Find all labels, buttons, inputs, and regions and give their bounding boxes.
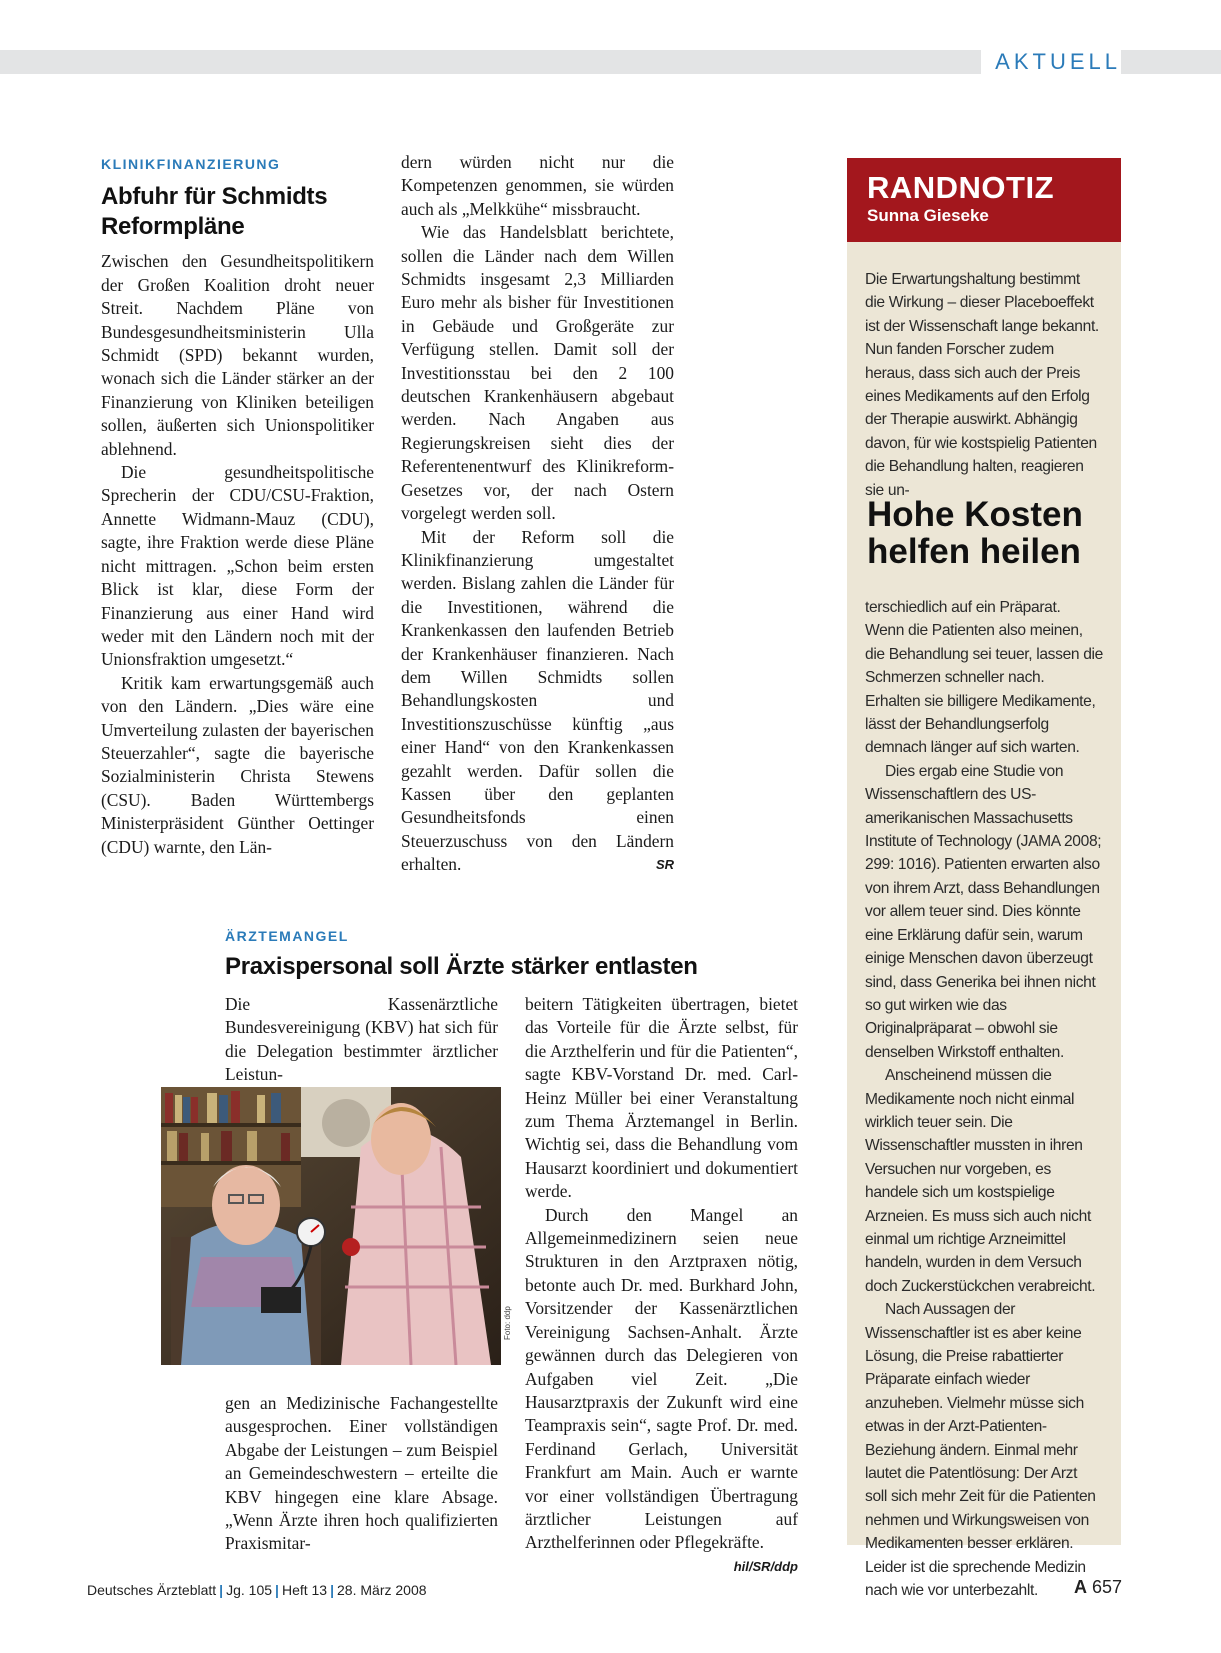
sidebar-paragraph: terschiedlich auf ein Präparat. Wenn die Patienten also meinen, die Behandlung sei teuer, lassen die Schmerzen schneller nach. Erhalten sie billigere Medikamente, lässt der Behandlungserfolg demnach länger auf sich warten.	[865, 599, 1103, 757]
article2-paragraph: Durch den Mangel an Allgemeinmedizinern seien neue Strukturen in den Arztpraxen nötig, betonte auch Dr. med. Burkhard John, Vorsitzender der Kassenärztlichen Vereinigung Sachsen-Anhalt. Ärzte gewännen durch das Delegieren von Aufgaben viel Zeit. „Die Hausarztpraxis der Zukunft wird eine Teampraxis sein“, sagte Prof. Dr. med. Ferdinand Gerlach, Universität Frankfurt am Main. Auch er warnte vor einer vollständigen Übertragung ärztlicher Leistungen auf Arzthelferinnen oder Pflegekräfte. hil/SR/ddp	[525, 1204, 798, 1555]
article1-paragraph: Wie das Handelsblatt berichtete, sollen die Länder nach dem Willen Schmidts insgesamt 2,3 Milliarden Euro mehr als bisher für Investitionen in Gebäude und Großgeräte zur Verfügung stellen. Damit soll der Investitionsstau bei den 2 100 deutschen Krankenhäusern abgebaut werden. Nach Angaben aus Regierungskreisen sieht dies der Referentenentwurf des Klinikreform-Gesetzes vor, der nach Ostern vorgelegt werden soll.	[401, 222, 674, 524]
sidebar-author: Sunna Gieseke	[867, 206, 989, 225]
photo-credit: Foto: ddp	[503, 1306, 512, 1340]
page-number-value: 657	[1091, 1577, 1122, 1597]
sidebar-paragraph: Nach Aussagen der Wissenschaftler ist es aber keine Lösung, die Preise rabattierter Präparate einfach wieder anzuheben. Vielmehr müsse sich etwas in der Arzt-Patienten-Beziehung ändern. Einmal mehr lautet die Patentlösung: Der Arzt soll sich mehr Zeit für die Patienten nehmen und Wirkungsweisen von Medikamenten besser erklären. Leider ist die sprechende Medizin nach wie vor unterbezahlt.	[865, 1301, 1096, 1600]
article2-column1-top: Die Kassenärztliche Bundesvereinigung (KBV) hat sich für die Delegation bestimmter ärztlicher Leistun-	[225, 994, 498, 1085]
footer-journal: Deutsches Ärzteblatt	[87, 1582, 217, 1598]
sidebar-paragraph: Anscheinend müssen die Medikamente noch nicht einmal wirklich teuer sein. Die Wissenschaftler mussten in ihren Versuchen nur vorgeben, es handele sich um kostspielige Arzneien. Es muss sich auch nicht einmal um richtige Arzneimittel handeln, wurden in dem Versuch doch Zuckerstückchen verabreicht.	[865, 1067, 1096, 1295]
sidebar-headline: Hohe Kosten helfen heilen	[867, 495, 1083, 571]
page-prefix: A	[1073, 1577, 1087, 1597]
article1-paragraph: Die gesundheitspolitische Sprecherin der CDU/CSU-Fraktion, Annette Widmann-Mauz (CDU), sagte, ihre Fraktion werde diese Pläne nicht mittragen. „Schon beim ersten Blick ist klar, diese Form der Finanzierung aus einer Hand wird weder mit den Ländern noch mit der Unionsfraktion umgesetzt.“	[101, 462, 374, 670]
article1-headline: Abfuhr für Schmidts Reformpläne	[101, 183, 328, 241]
footer-separator: |	[275, 1582, 279, 1598]
article2-paragraph: beitern Tätigkeiten übertragen, bietet das Vorteile für die Ärzte selbst, für die Arzthelferin und für die Patienten“, sagte KBV-Vorstand Dr. med. Carl-Heinz Müller bei einer Veranstaltung zum Thema Ärztemangel in Berlin. Wichtig sei, dass die Behandlung vom Hausarzt koordiniert und dokumentiert werde.	[525, 994, 798, 1202]
footer-citation	[87, 1582, 427, 1598]
footer-separator: |	[219, 1582, 224, 1598]
page-number	[1074, 1577, 1122, 1598]
article1-column2	[401, 151, 674, 877]
sidebar-intro: Die Erwartungshaltung bestimmt die Wirkung – dieser Placeboeffekt ist der Wissenschaft lange bekannt. Nun fanden Forscher zudem heraus, dass sich auch der Preis eines Medikaments auf den Erfolg der Therapie auswirkt. Abhängig davon, für wie kostspielig Patienten die Behandlung halten, reagieren sie un-	[865, 271, 1099, 499]
article1-paragraph: dern würden nicht nur die Kompetenzen genommen, sie würden auch als „Melkkühe“ missbraucht.	[401, 152, 674, 219]
footer-date: 28. März 2008	[337, 1582, 427, 1598]
section-label: AKTUELL	[981, 46, 1121, 78]
sidebar-title: RANDNOTIZ	[867, 170, 1055, 205]
article1-column1	[101, 153, 374, 859]
sidebar-body	[865, 596, 1103, 1602]
article1-paragraph: Kritik kam erwartungsgemäß auch von den Ländern. „Dies wäre eine Umverteilung zulasten der bayerischen Steuerzahler“, sagte die bayerische Sozialministerin Christa Stewens (CSU). Baden Württembergs Ministerpräsident Günther Oettinger (CDU) warnte, den Län-	[101, 672, 374, 857]
article1-kicker: KLINIKFINANZIERUNG	[101, 156, 281, 172]
article2-headline: Praxispersonal soll Ärzte stärker entlasten	[225, 953, 698, 980]
sidebar-header	[847, 158, 1121, 242]
sidebar-paragraph: Dies ergab eine Studie von Wissenschaftlern des US-amerikanischen Massachusetts Institute of Technology (JAMA 2008; 299: 1016). Patienten erwarten also von ihrem Arzt, dass Behandlungen vor allem teuer sind. Dies könnte eine Erklärung dafür sein, warum einige Menschen davon überzeugt sind, dass Generika bei ihnen nicht so gut wirken wie das Originalpräparat – obwohl sie denselben Wirkstoff enthalten.	[865, 762, 1102, 1061]
article2-kicker: ÄRZTEMANGEL	[225, 928, 349, 944]
article2-column2	[525, 993, 798, 1578]
article2-column1-bottom: gen an Medizinische Fachangestellte ausgesprochen. Einer vollständigen Abgabe der Leistungen – zum Beispiel an Gemeindeschwestern – erteilte die KBV hingegen eine klare Absage. „Wenn Ärzte ihren hoch qualifizierten Praxismitar-	[225, 1393, 498, 1554]
photo-illustration	[161, 1087, 501, 1365]
article1-paragraph: Zwischen den Gesundheitspolitikern der Großen Koalition droht neuer Streit. Nachdem Pläne von Bundesgesundheitsministerin Ulla Schmidt (SPD) bekannt wurden, wonach sich die Länder stärker an der Finanzierung von Kliniken beteiligen sollen, äußerten sich Unionspolitiker ablehnend.	[101, 251, 374, 459]
article2-signature: hil/SR/ddp	[733, 1558, 798, 1574]
article1-paragraph: Mit der Reform soll die Klinikfinanzierung umgestaltet werden. Bislang zahlen die Länder für die Investitionen, während die Krankenkassen den laufenden Betrieb der Krankenhäuser finanzieren. Nach dem Willen Schmidts sollen Behandlungskosten und Investitionszuschüsse künftig „aus einer Hand“ von den Krankenkassen gezahlt werden. Dafür sollen die Kassen über den geplanten Gesundheitsfonds einen Steuerzuschuss von den Ländern erhalten. SR	[401, 526, 674, 877]
footer-issue: Heft 13	[281, 1582, 328, 1598]
article1-signature: SR	[655, 857, 674, 873]
footer-volume: Jg. 105	[226, 1582, 273, 1598]
photo-doctor-patient	[161, 1087, 501, 1365]
footer-separator: |	[330, 1582, 335, 1598]
